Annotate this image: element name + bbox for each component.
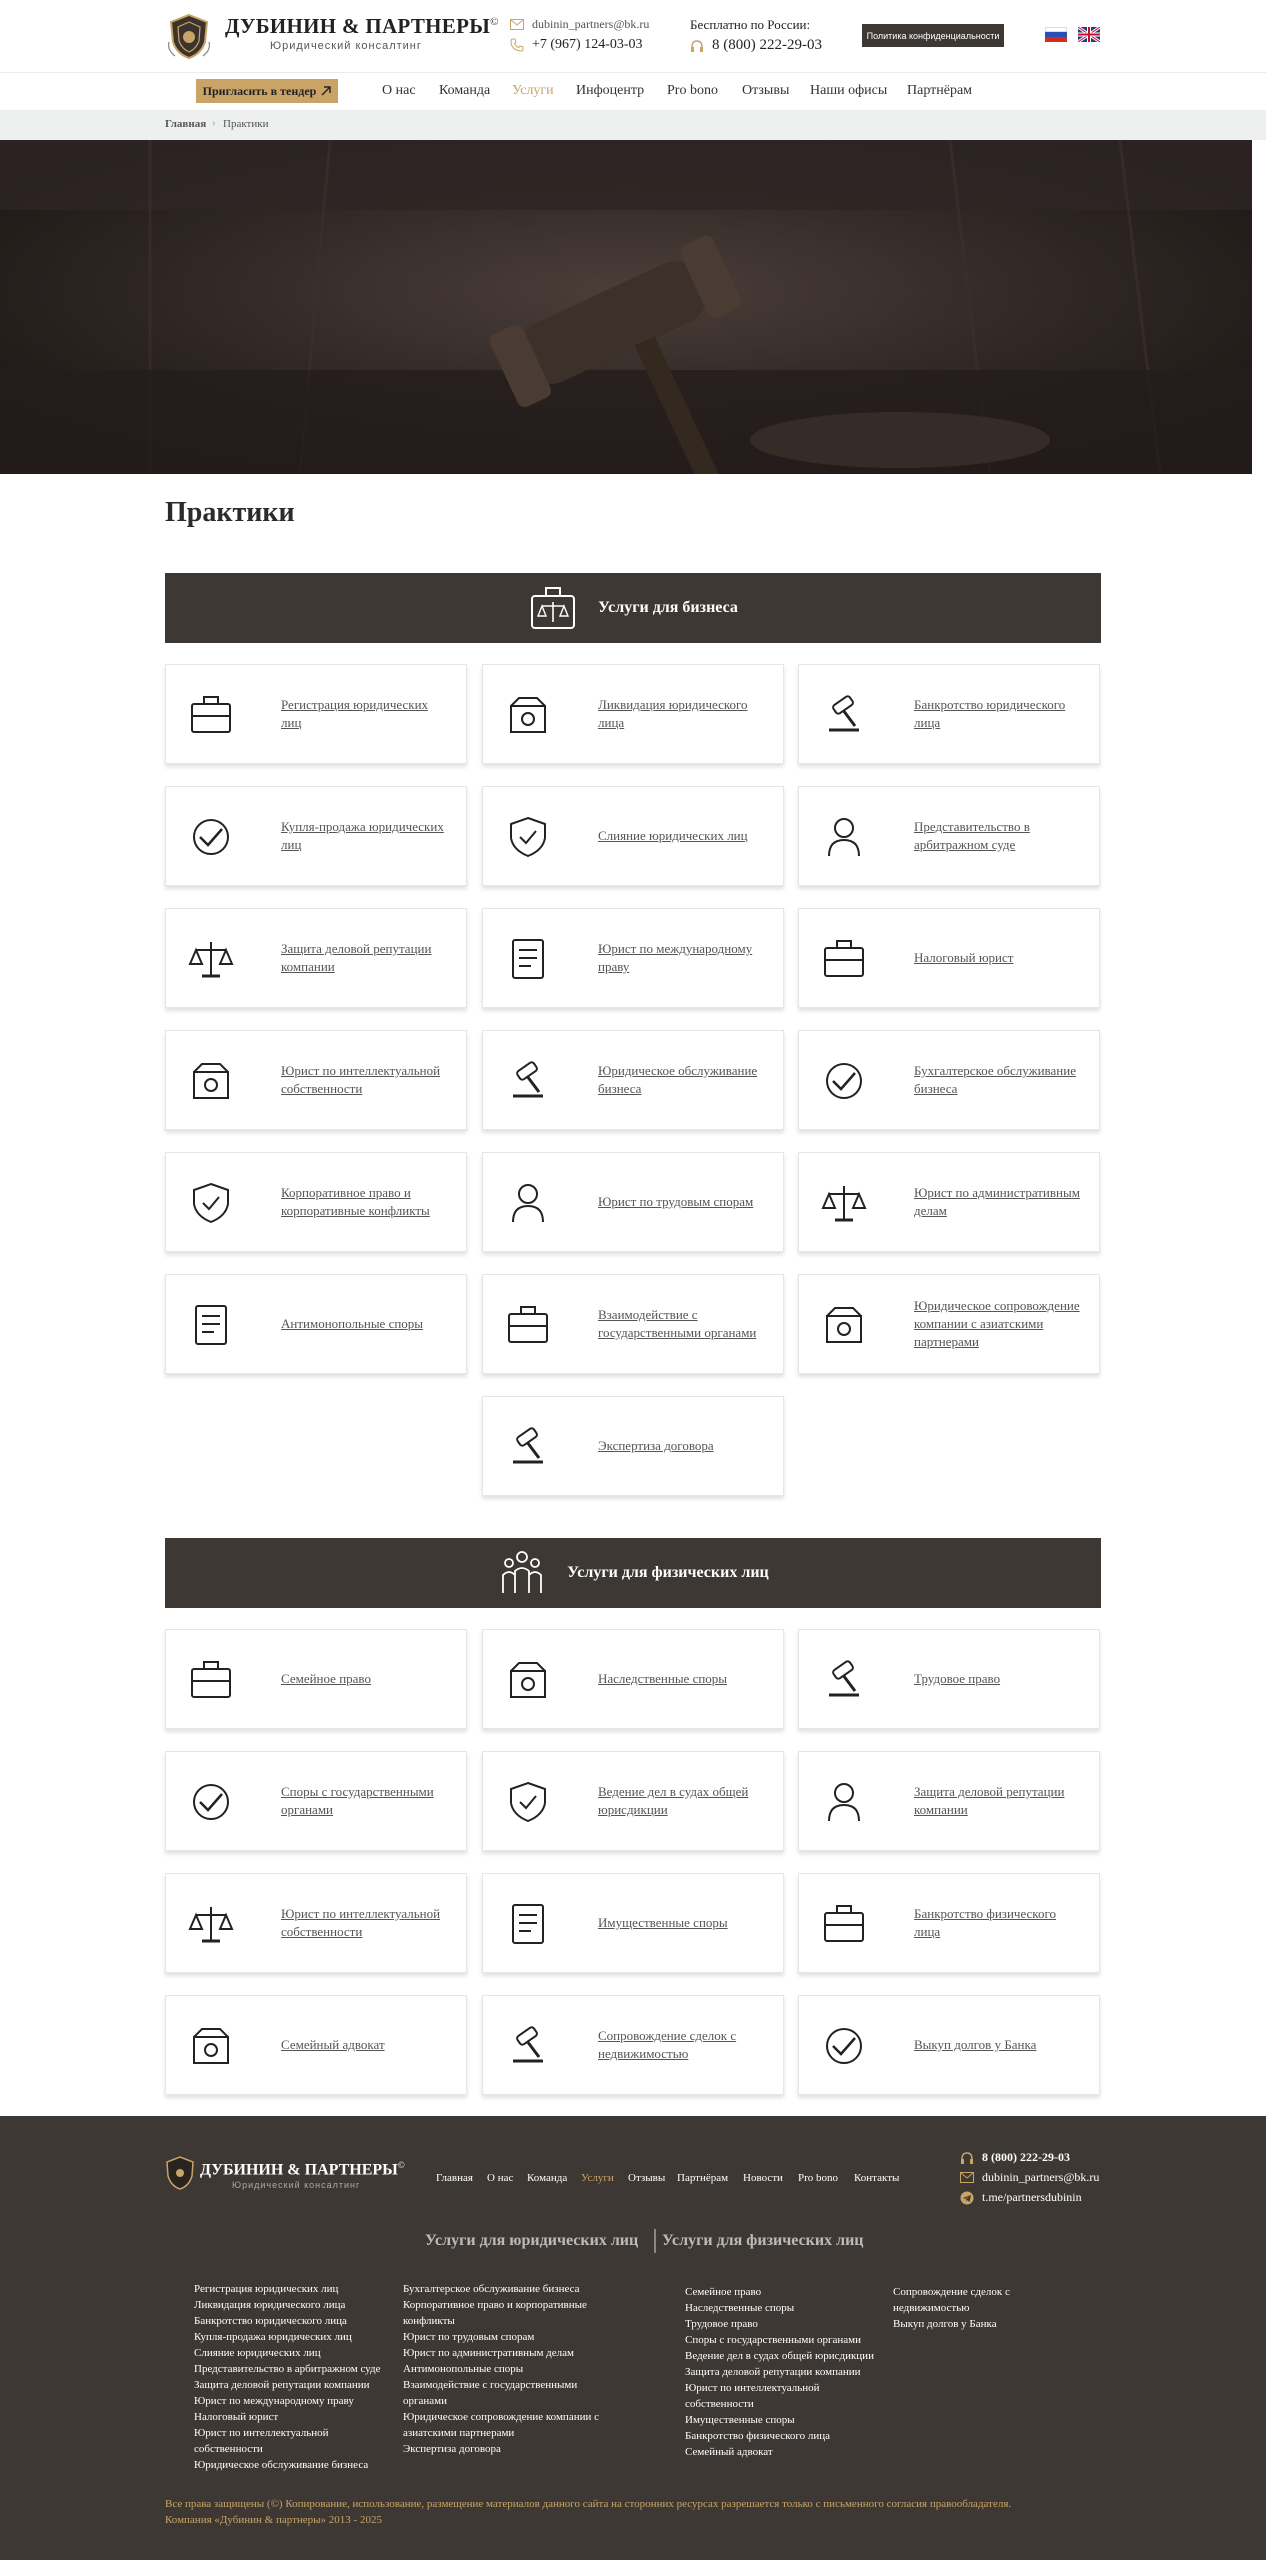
service-link[interactable]: Наследственные споры: [598, 1671, 728, 1686]
footer-service-link[interactable]: Взаимодействие с государственными органами: [403, 2379, 578, 2407]
nav-infocenter[interactable]: Инфоцентр: [576, 83, 645, 98]
main-nav: [0, 72, 1266, 110]
free-phone[interactable]: [690, 37, 822, 54]
service-link[interactable]: Споры с государственными органами: [281, 1784, 434, 1817]
header-phone-text: +7 (967) 124-03-03: [532, 37, 643, 52]
nav-pro-bono[interactable]: Pro bono: [667, 83, 718, 98]
nav-about[interactable]: О нас: [382, 83, 416, 98]
header-email[interactable]: [510, 17, 649, 32]
footer-service-link[interactable]: Ликвидация юридического лица: [194, 2299, 346, 2311]
footer-personal-list-2: [893, 2284, 1043, 2332]
service-icon: [819, 1655, 869, 1705]
service-icon: [503, 1300, 553, 1350]
footer-email-text: dubinin_partners@bk.ru: [982, 2170, 1100, 2184]
service-icon: [503, 2021, 553, 2071]
service-link[interactable]: Юридическое обслуживание бизнеса: [598, 1063, 758, 1096]
footer-service-link[interactable]: Корпоративное право и корпоративные конфликты: [403, 2299, 587, 2327]
service-link[interactable]: Банкротство юридического лица: [914, 697, 1066, 730]
personal-service-card[interactable]: [798, 1995, 1100, 2095]
personal-service-card[interactable]: [798, 1629, 1100, 1729]
service-link[interactable]: Имущественные споры: [598, 1915, 728, 1930]
site-header: [0, 0, 1266, 72]
envelope-icon: [960, 2172, 974, 2183]
personal-service-card[interactable]: [482, 1995, 784, 2095]
footer-service-link[interactable]: Ведение дел в судах общей юрисдикции: [685, 2350, 874, 2362]
brand-text: ДУБИНИН & ПАРТНЕРЫ: [225, 14, 491, 38]
brand-mark: ©: [490, 16, 499, 28]
business-service-card[interactable]: [798, 786, 1100, 886]
footer-service-link[interactable]: Семейное право: [685, 2286, 762, 2298]
business-service-card[interactable]: [798, 664, 1100, 764]
footer-service-link[interactable]: Споры с государственными органами: [685, 2334, 862, 2346]
business-services-title: Услуги для бизнеса: [598, 599, 738, 616]
service-icon: [819, 1178, 869, 1228]
personal-service-card[interactable]: [165, 1751, 467, 1851]
logo-emblem-icon[interactable]: [165, 12, 213, 60]
breadcrumb-home[interactable]: Главная: [165, 118, 207, 130]
footer-service-link[interactable]: Регистрация юридических лиц: [194, 2283, 339, 2295]
footer-service-link[interactable]: Антимонопольные споры: [403, 2363, 524, 2375]
footer-phone-text: 8 (800) 222-29-03: [982, 2150, 1070, 2164]
business-service-card[interactable]: [482, 664, 784, 764]
family-group-icon: [497, 1549, 547, 1597]
nav-reviews[interactable]: Отзывы: [742, 83, 790, 98]
footer-nav-pro-bono[interactable]: Pro bono: [798, 2172, 839, 2184]
service-link[interactable]: Защита деловой репутации компании: [281, 941, 432, 974]
service-icon: [503, 1777, 553, 1827]
footer-service-link[interactable]: Представительство в арбитражном суде: [194, 2363, 381, 2375]
service-icon: [186, 1655, 236, 1705]
footer-service-link[interactable]: Выкуп долгов у Банка: [893, 2318, 997, 2330]
footer-service-link[interactable]: Юрист по международному праву: [194, 2395, 354, 2407]
service-link[interactable]: Регистрация юридических лиц: [281, 697, 429, 730]
service-link[interactable]: Корпоративное право и корпоративные конфликты: [281, 1185, 430, 1218]
business-service-card[interactable]: [482, 1396, 784, 1496]
footer-legal-heading[interactable]: Услуги для юридических лиц: [425, 2232, 639, 2249]
business-service-card[interactable]: [482, 1152, 784, 1252]
service-icon: [503, 1655, 553, 1705]
footer-nav-services[interactable]: Услуги: [581, 2172, 614, 2184]
service-link[interactable]: Сопровождение сделок с недвижимостью: [598, 2028, 737, 2061]
footer-nav-home[interactable]: Главная: [436, 2172, 473, 2184]
business-service-card[interactable]: [482, 1274, 784, 1374]
service-icon: [186, 934, 236, 984]
footer-nav-contacts[interactable]: Контакты: [854, 2172, 900, 2184]
copyright-line-1: Все права защищены (©) Копирование, использование, размещение материалов данного сайта на сторонних ресурсах разрешается только с письменного согласия правообладателя.: [165, 2498, 1012, 2510]
arrow-up-right-icon: [321, 86, 331, 96]
briefcase-scales-icon: [528, 584, 578, 632]
business-service-card[interactable]: [798, 908, 1100, 1008]
personal-service-card[interactable]: [165, 1629, 467, 1729]
service-link[interactable]: Взаимодействие с государственными органами: [598, 1307, 757, 1340]
headset-icon: [960, 2151, 974, 2165]
footer-nav-team[interactable]: Команда: [527, 2172, 568, 2184]
footer-service-link[interactable]: Юрист по трудовым спорам: [403, 2331, 535, 2343]
service-icon: [503, 812, 553, 862]
copyright: [165, 2496, 1011, 2528]
hero-banner-image: [0, 140, 1252, 474]
footer-brand-subtitle: Юридический консалтинг: [232, 2180, 361, 2190]
privacy-policy-button[interactable]: Политика конфиденциальности: [862, 24, 1004, 47]
service-link[interactable]: Юрист по трудовым спорам: [598, 1194, 754, 1209]
service-link[interactable]: Выкуп долгов у Банка: [914, 2037, 1037, 2052]
service-icon: [186, 1777, 236, 1827]
business-service-card[interactable]: [165, 664, 467, 764]
service-icon: [186, 1300, 236, 1350]
service-link[interactable]: Ликвидация юридического лица: [598, 697, 748, 730]
brand-name[interactable]: [225, 14, 499, 39]
business-service-card[interactable]: [165, 1030, 467, 1130]
service-icon: [503, 1056, 553, 1106]
service-icon: [819, 812, 869, 862]
footer-phone[interactable]: [960, 2150, 1070, 2165]
telegram-icon: [960, 2191, 974, 2205]
service-link[interactable]: Юрист по интеллектуальной собственности: [281, 1906, 441, 1939]
footer-brand-text: ДУБИНИН & ПАРТНЕРЫ: [200, 2161, 398, 2179]
nav-services[interactable]: Услуги: [512, 83, 554, 98]
service-icon: [819, 690, 869, 740]
uk-flag-icon[interactable]: [1078, 27, 1100, 42]
footer-service-link[interactable]: Банкротство физического лица: [685, 2430, 831, 2442]
footer-service-link[interactable]: Бухгалтерское обслуживание бизнеса: [403, 2283, 580, 2295]
footer-brand[interactable]: [200, 2160, 405, 2179]
invite-tender-button[interactable]: [196, 79, 338, 103]
service-icon: [186, 1056, 236, 1106]
business-service-card[interactable]: [165, 908, 467, 1008]
footer-nav-about[interactable]: О нас: [487, 2172, 514, 2184]
business-service-card[interactable]: [482, 1030, 784, 1130]
personal-service-card[interactable]: [482, 1751, 784, 1851]
service-icon: [819, 1056, 869, 1106]
footer-nav-reviews[interactable]: Отзывы: [628, 2172, 666, 2184]
service-link[interactable]: Семейное право: [281, 1671, 371, 1686]
footer-brand-mark: ©: [397, 2160, 405, 2170]
service-link[interactable]: Представительство в арбитражном суде: [914, 819, 1030, 852]
personal-services-title: Услуги для физических лиц: [567, 1564, 769, 1581]
footer-service-link[interactable]: Юридическое обслуживание бизнеса: [194, 2459, 369, 2471]
service-icon: [503, 1422, 553, 1472]
personal-service-card[interactable]: [798, 1873, 1100, 1973]
business-service-card[interactable]: [482, 786, 784, 886]
business-service-card[interactable]: [165, 1274, 467, 1374]
service-icon: [819, 1300, 869, 1350]
footer-nav-partners[interactable]: Партнёрам: [677, 2172, 729, 2184]
service-icon: [503, 1178, 553, 1228]
business-services-header: [165, 573, 1101, 643]
footer-email[interactable]: [960, 2170, 1099, 2185]
service-link[interactable]: Семейный адвокат: [281, 2037, 385, 2052]
nav-offices[interactable]: Наши офисы: [810, 83, 888, 98]
service-icon: [819, 934, 869, 984]
free-call-label: Бесплатно по России:: [690, 17, 811, 32]
service-icon: [819, 2021, 869, 2071]
footer-service-link[interactable]: Юрист по административным делам: [403, 2347, 574, 2359]
nav-team[interactable]: Команда: [439, 83, 491, 98]
footer-nav-news[interactable]: Новости: [743, 2172, 783, 2184]
service-icon: [186, 2021, 236, 2071]
footer-service-link[interactable]: Сопровождение сделок с недвижимостью: [893, 2286, 1010, 2314]
service-link[interactable]: Юрист по международному праву: [598, 941, 753, 974]
phone-icon: [510, 38, 524, 52]
free-phone-text: 8 (800) 222-29-03: [712, 37, 822, 53]
service-icon: [503, 934, 553, 984]
service-link[interactable]: Ведение дел в судах общей юрисдикции: [598, 1784, 749, 1817]
service-icon: [186, 1178, 236, 1228]
service-link[interactable]: Банкротство физического лица: [914, 1906, 1056, 1939]
footer-service-link[interactable]: Слияние юридических лиц: [194, 2347, 321, 2359]
footer-service-link[interactable]: Купля-продажа юридических лиц: [194, 2331, 352, 2343]
service-link[interactable]: Экспертиза договора: [598, 1438, 714, 1453]
personal-service-card[interactable]: [165, 1873, 467, 1973]
footer-logo-icon[interactable]: [165, 2156, 195, 2190]
service-link[interactable]: Защита деловой репутации компании: [914, 1784, 1065, 1817]
footer-service-link[interactable]: Наследственные споры: [685, 2302, 795, 2314]
service-link[interactable]: Купля-продажа юридических лиц: [281, 819, 444, 852]
service-link[interactable]: Юрист по интеллектуальной собственности: [281, 1063, 441, 1096]
service-link[interactable]: Бухгалтерское обслуживание бизнеса: [914, 1063, 1076, 1096]
footer-service-link[interactable]: Экспертиза договора: [403, 2443, 501, 2455]
service-icon: [186, 1899, 236, 1949]
page-title: Практики: [165, 497, 295, 528]
footer-service-link[interactable]: Юрист по интеллектуальной собственности: [194, 2427, 329, 2455]
breadcrumb-current: Практики: [223, 118, 269, 130]
personal-service-card[interactable]: [482, 1629, 784, 1729]
service-icon: [503, 1899, 553, 1949]
business-service-card[interactable]: [482, 908, 784, 1008]
business-service-card[interactable]: [165, 786, 467, 886]
gavel-photo: [0, 140, 1252, 474]
footer-service-link[interactable]: Банкротство юридического лица: [194, 2315, 347, 2327]
service-icon: [186, 690, 236, 740]
footer-service-link[interactable]: Юрист по интеллектуальной собственности: [685, 2382, 820, 2410]
service-link[interactable]: Слияние юридических лиц: [598, 828, 748, 843]
service-link[interactable]: Трудовое право: [914, 1671, 1001, 1686]
site-footer: [0, 2116, 1266, 2560]
footer-heading-divider: [654, 2229, 656, 2253]
footer-telegram-text: t.me/partnersdubinin: [982, 2190, 1082, 2204]
footer-service-link[interactable]: Защита деловой репутации компании: [194, 2379, 370, 2391]
service-link[interactable]: Юрист по административным делам: [914, 1185, 1080, 1218]
personal-services-header: [165, 1538, 1101, 1608]
business-service-card[interactable]: [798, 1030, 1100, 1130]
service-link[interactable]: Юридическое сопровождение компании с азиатскими партнерами: [914, 1298, 1080, 1349]
personal-service-card[interactable]: [482, 1873, 784, 1973]
footer-legal-list-2: [403, 2281, 613, 2457]
service-link[interactable]: Налоговый юрист: [914, 950, 1014, 965]
envelope-icon: [510, 19, 524, 30]
footer-service-link[interactable]: Трудовое право: [685, 2318, 758, 2330]
footer-personal-list-1: [685, 2284, 885, 2460]
header-email-text: dubinin_partners@bk.ru: [532, 17, 650, 31]
personal-service-card[interactable]: [798, 1751, 1100, 1851]
breadcrumb: [0, 110, 1266, 140]
business-service-card[interactable]: [798, 1274, 1100, 1374]
brand-subtitle: Юридический консалтинг: [270, 40, 422, 52]
footer-service-link[interactable]: Имущественные споры: [685, 2414, 795, 2426]
invite-tender-label: Пригласить в тендер: [202, 83, 317, 98]
footer-service-link[interactable]: Семейный адвокат: [685, 2446, 773, 2458]
footer-service-link[interactable]: Налоговый юрист: [194, 2411, 279, 2423]
breadcrumb-separator: ›: [212, 117, 216, 129]
service-link[interactable]: Антимонопольные споры: [281, 1316, 424, 1331]
service-icon: [186, 812, 236, 862]
personal-service-card[interactable]: [165, 1995, 467, 2095]
copyright-line-2: Компания «Дубинин & партнеры» 2013 - 2025: [165, 2514, 382, 2526]
footer-service-link[interactable]: Защита деловой репутации компании: [685, 2366, 861, 2378]
footer-telegram[interactable]: [960, 2190, 1082, 2205]
footer-legal-list-1: [194, 2281, 394, 2473]
nav-partners[interactable]: Партнёрам: [907, 83, 973, 98]
business-service-card[interactable]: [798, 1152, 1100, 1252]
header-phone[interactable]: [510, 37, 643, 53]
page-scrollbar[interactable]: [1252, 140, 1266, 474]
footer-service-link[interactable]: Юридическое сопровождение компании с азиатскими партнерами: [403, 2411, 599, 2439]
headset-icon: [690, 39, 704, 53]
service-icon: [819, 1777, 869, 1827]
ru-flag-icon[interactable]: [1045, 27, 1067, 42]
service-icon: [503, 690, 553, 740]
service-icon: [819, 1899, 869, 1949]
footer-personal-heading[interactable]: Услуги для физических лиц: [662, 2232, 864, 2249]
business-service-card[interactable]: [165, 1152, 467, 1252]
